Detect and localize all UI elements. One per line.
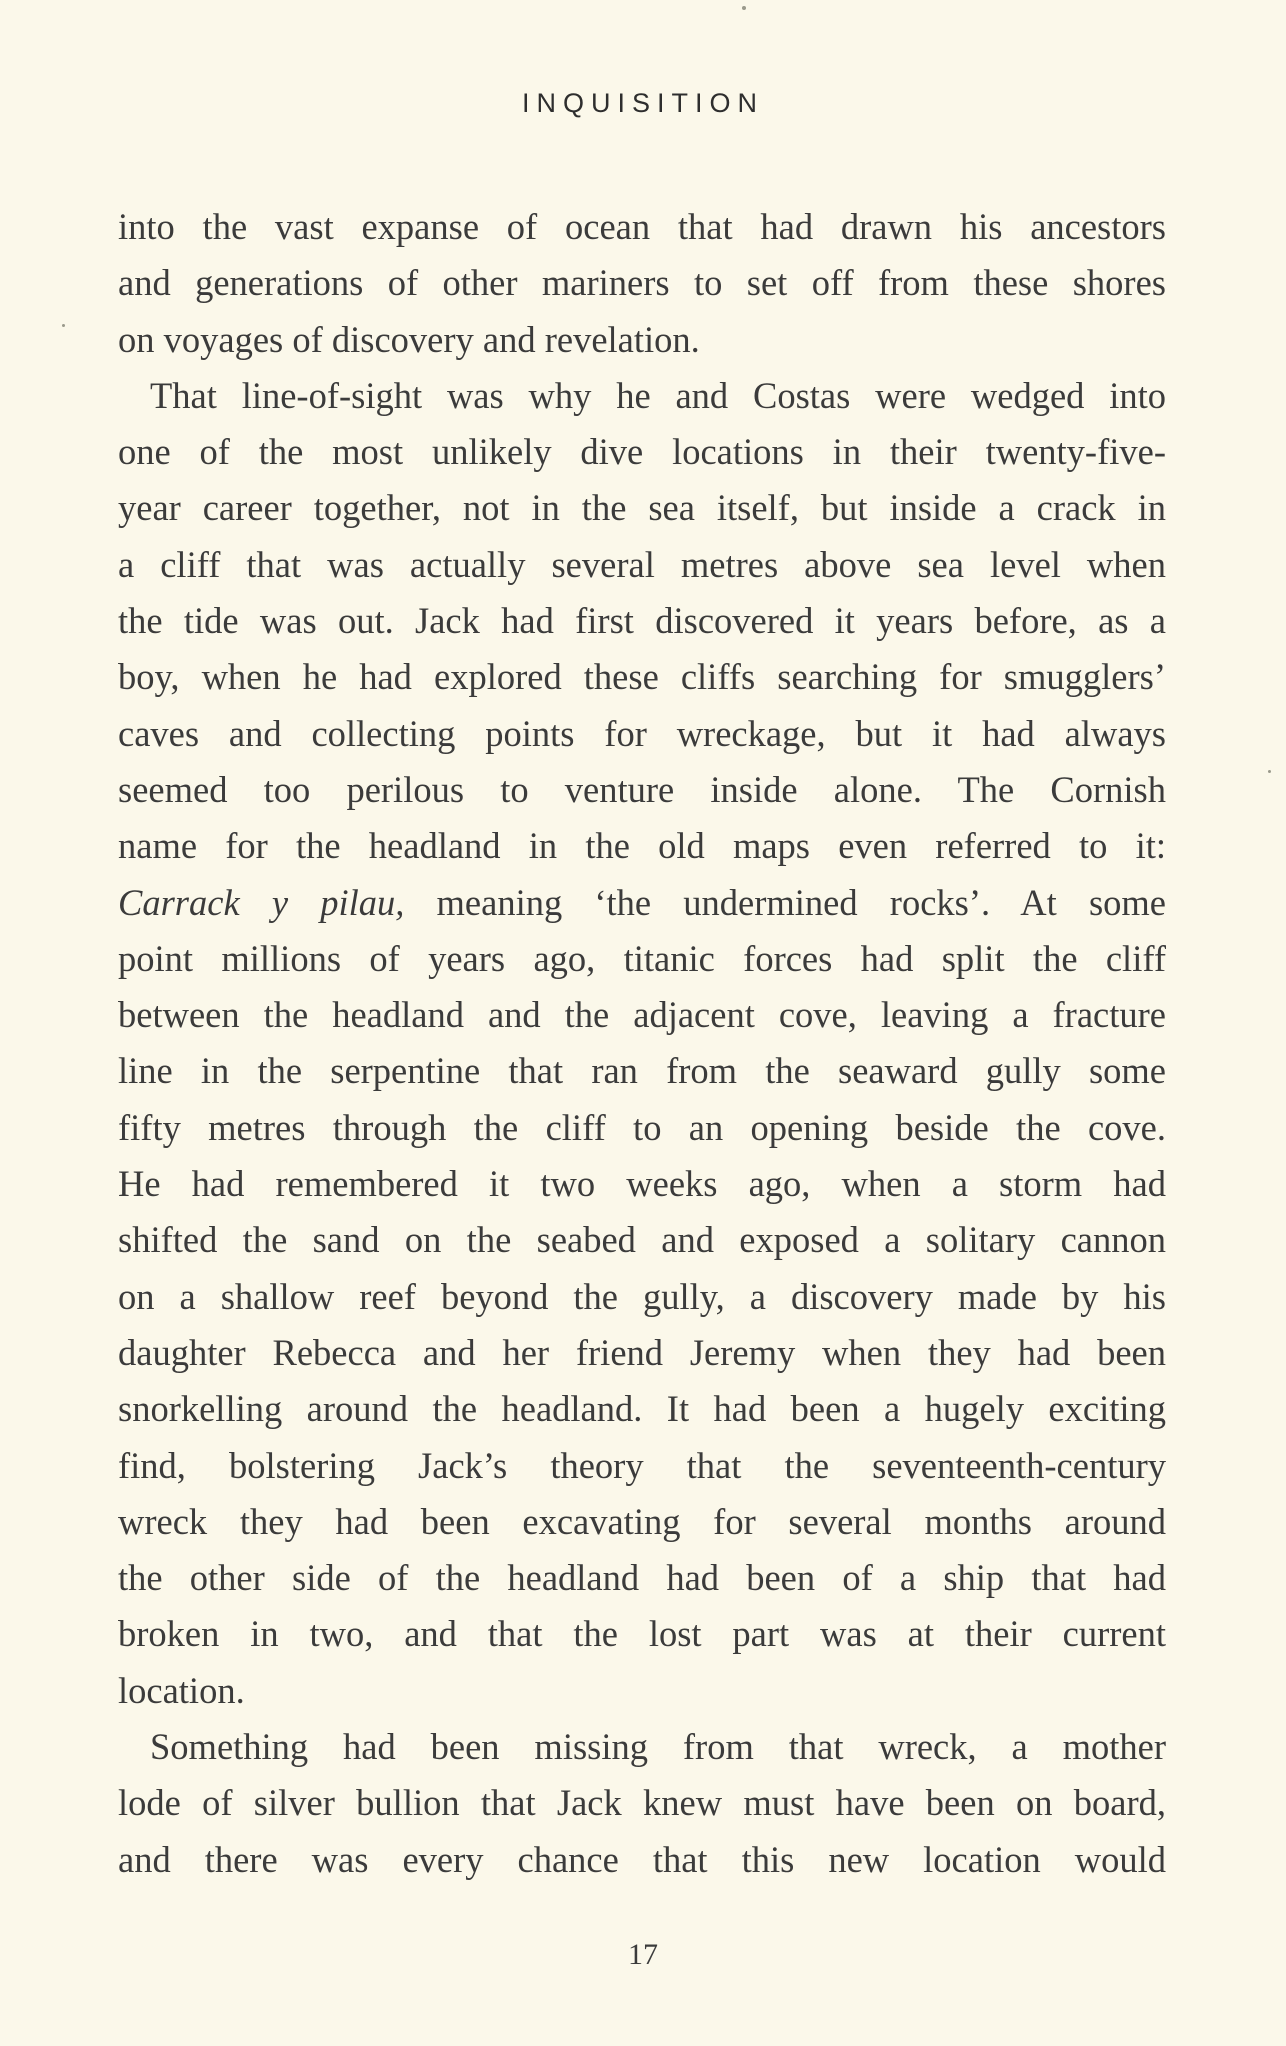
line-remainder: meaning ‘the undermined rocks’. At some <box>436 881 1166 923</box>
text-line: year career together, not in the sea itself, but inside a crack in <box>118 487 1166 529</box>
text-line: between the headland and the adjacent cove, leaving a fracture <box>118 994 1166 1036</box>
text-line: snorkelling around the headland. It had been a hugely exciting <box>118 1388 1166 1430</box>
print-speck <box>742 6 746 10</box>
text-line: lode of silver bullion that Jack knew must have been on board, <box>118 1782 1166 1824</box>
text-line: seemed too perilous to venture inside alone. The Cornish <box>118 768 1166 810</box>
text-line: line in the serpentine that ran from the seaward gully some <box>118 1050 1166 1092</box>
running-head: INQUISITION <box>521 88 764 118</box>
paragraph-first-line: That line-of-sight was why he and Costas were wedged into <box>150 374 1166 416</box>
italic-placename: Carrack y pilau, <box>118 881 405 923</box>
text-line: the tide was out. Jack had first discovered it years before, as a <box>118 600 1166 642</box>
text-line: find, bolstering Jack’s theory that the seventeenth-century <box>118 1444 1166 1486</box>
text-line: on voyages of discovery and revelation. <box>118 318 700 360</box>
text-line: point millions of years ago, titanic forces had split the cliff <box>118 937 1166 979</box>
text-line: and generations of other mariners to set off from these shores <box>118 262 1166 304</box>
text-line: shifted the sand on the seabed and exposed a solitary cannon <box>118 1219 1166 1261</box>
page-number: 17 <box>628 1938 658 1971</box>
print-speck <box>62 324 65 327</box>
text-line: one of the most unlikely dive locations in their twenty-five- <box>118 431 1166 473</box>
text-line: into the vast expanse of ocean that had drawn his ancestors <box>118 206 1166 247</box>
text-line: on a shallow reef beyond the gully, a discovery made by his <box>118 1275 1166 1317</box>
print-speck <box>1268 770 1271 773</box>
text-line: broken in two, and that the lost part was at their current <box>118 1613 1166 1655</box>
paragraph-first-line: Something had been missing from that wreck, a mother <box>150 1726 1166 1768</box>
text-line: a cliff that was actually several metres above sea level when <box>118 543 1166 585</box>
text-line: name for the headland in the old maps even referred to it: <box>118 825 1166 867</box>
text-line: He had remembered it two weeks ago, when a storm had <box>118 1163 1166 1205</box>
text-line: caves and collecting points for wreckage, but it had always <box>118 712 1166 754</box>
text-line-with-italic <box>118 875 1166 931</box>
text-line: fifty metres through the cliff to an opening beside the cove. <box>118 1106 1166 1148</box>
text-line: and there was every chance that this new location would <box>118 1838 1166 1880</box>
body-text <box>118 199 1166 1888</box>
text-line: boy, when he had explored these cliffs searching for smugglers’ <box>118 656 1166 698</box>
text-line: wreck they had been excavating for several months around <box>118 1500 1166 1542</box>
text-line: location. <box>118 1669 245 1711</box>
text-line: daughter Rebecca and her friend Jeremy when they had been <box>118 1331 1166 1373</box>
text-line: the other side of the headland had been of a ship that had <box>118 1557 1166 1599</box>
